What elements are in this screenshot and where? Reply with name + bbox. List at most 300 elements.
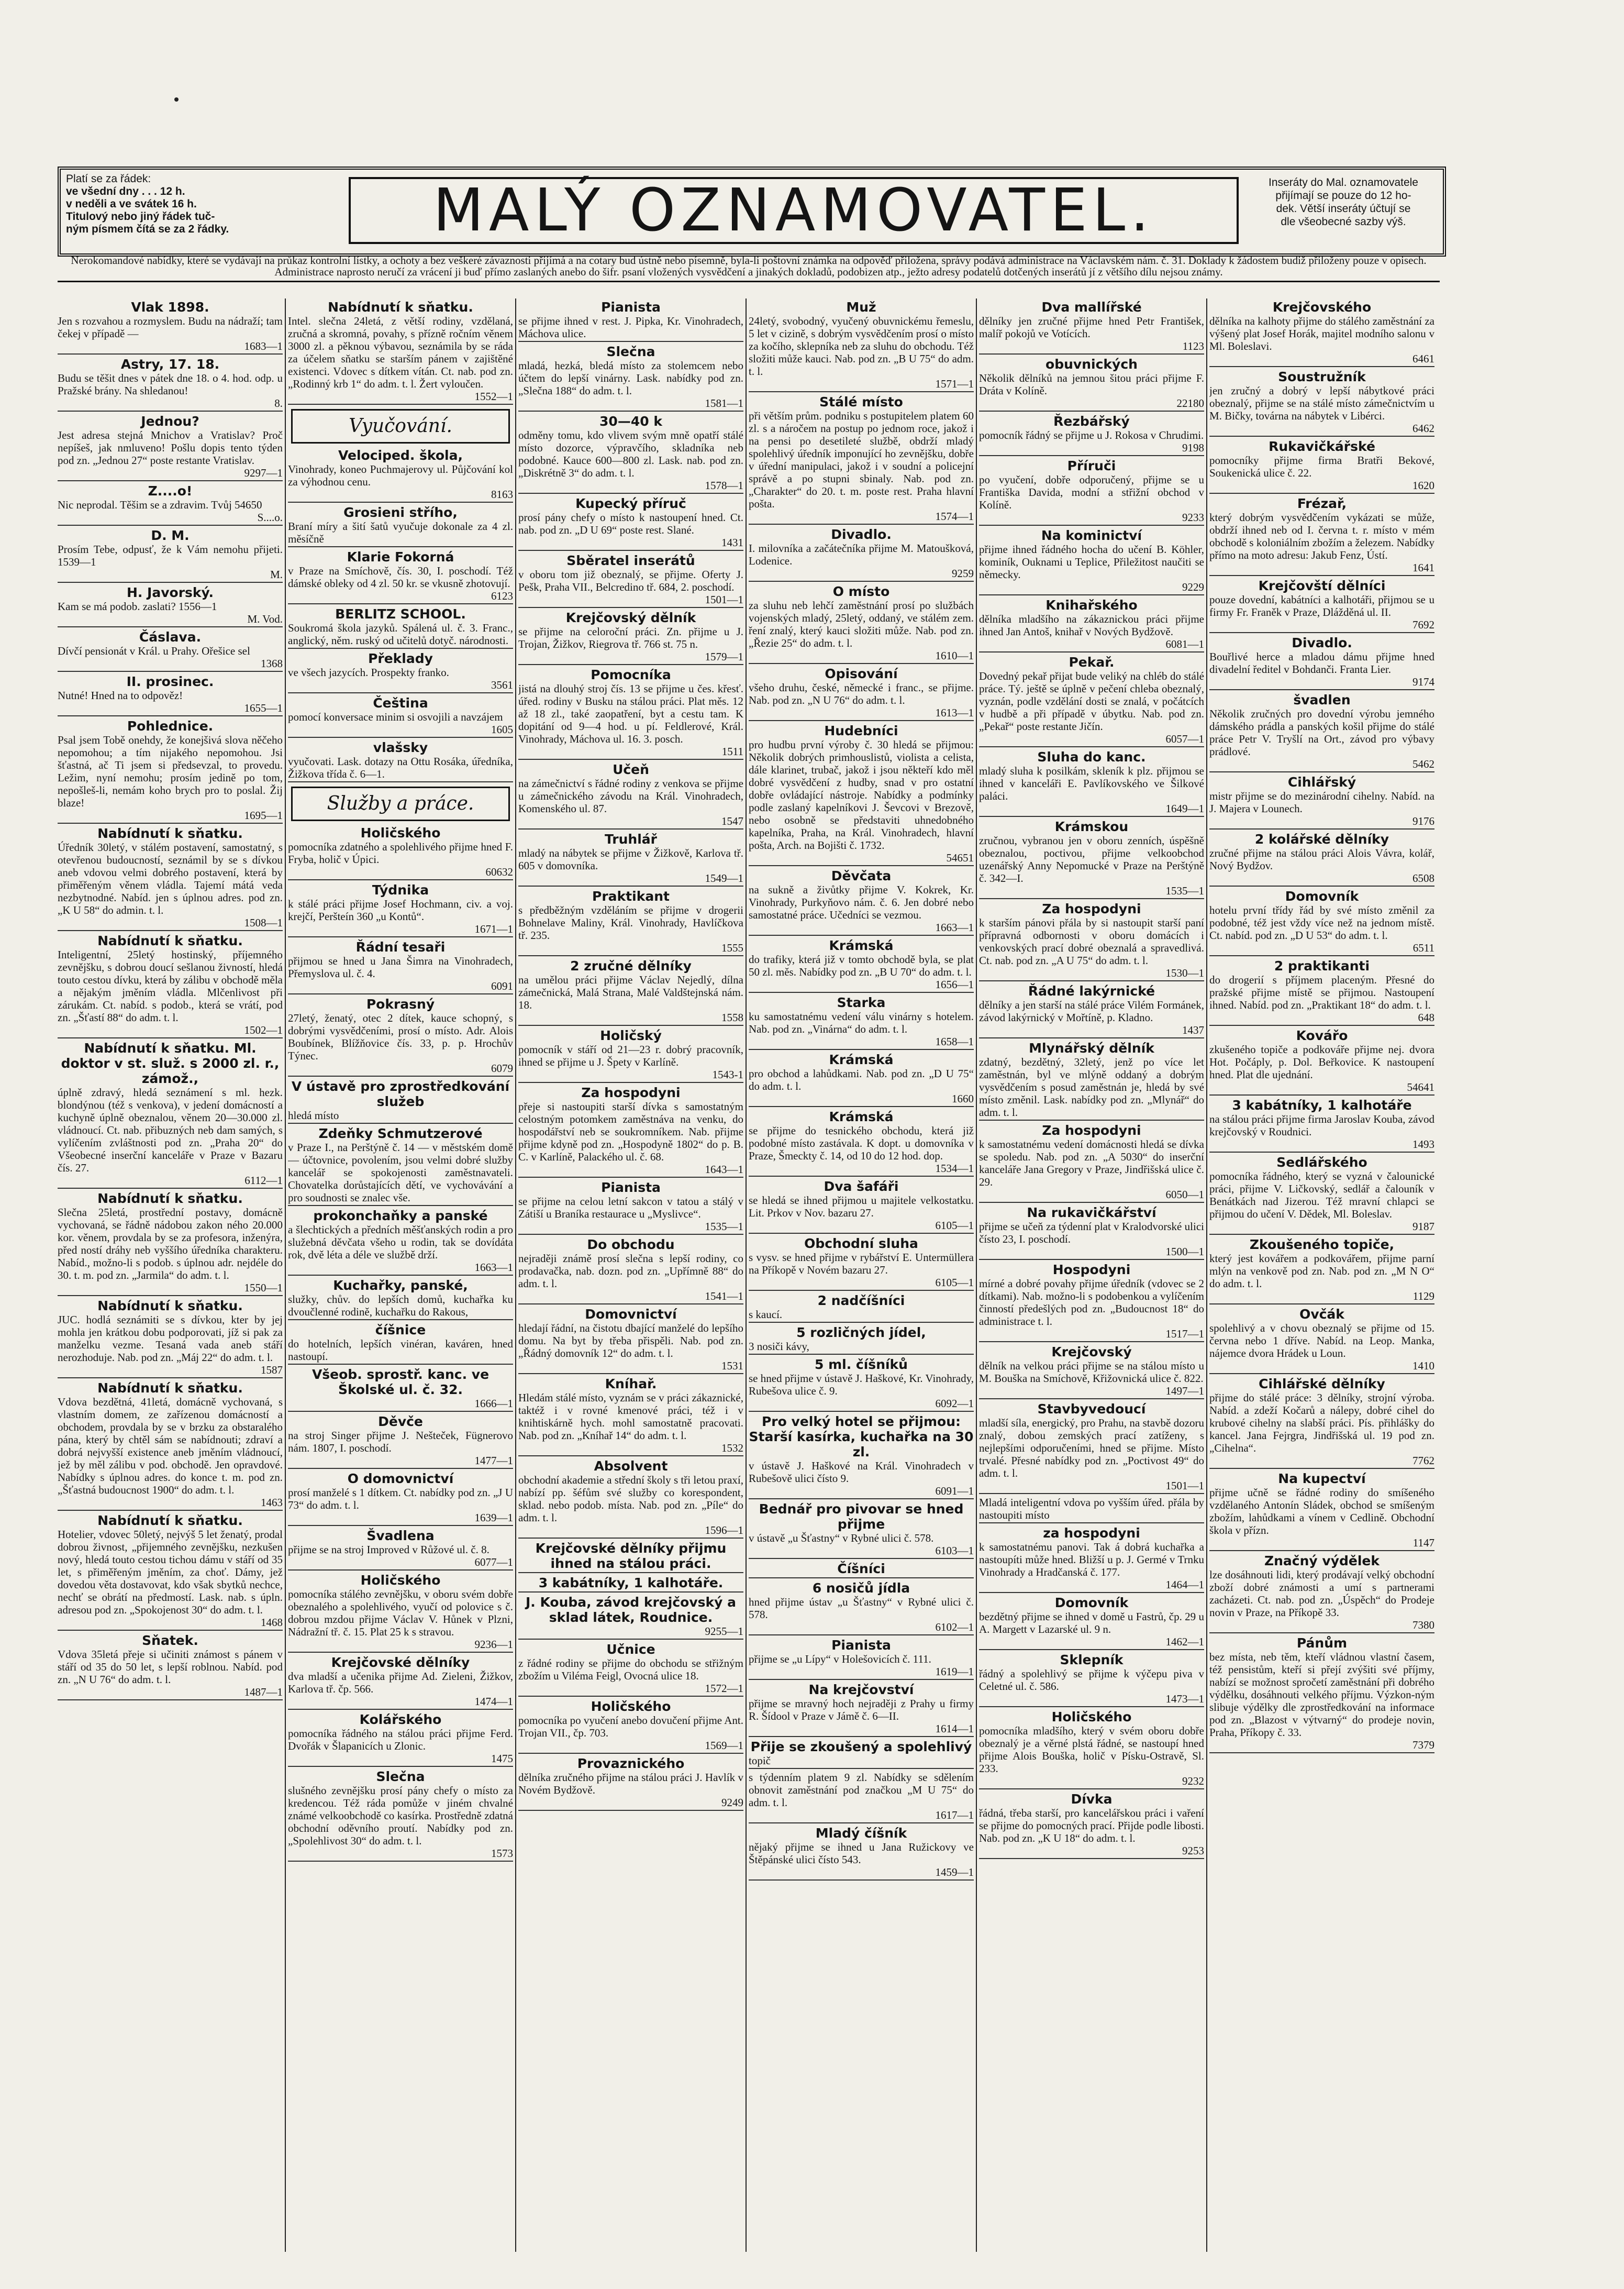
classified-ad bbox=[1209, 496, 1434, 576]
classified-ad bbox=[288, 695, 513, 738]
ad-text: pomocníka stálého zevnějšku, v oboru svém dobře obeznalého a spolehlivého, vyučí od polovice s č. dobrou mzdou přijme Václav V. Hůnek v Plzni, Nádražní tř. č. 15. Plat 25 k s stravou. bbox=[288, 1588, 513, 1638]
classified-ad bbox=[979, 300, 1204, 355]
ad-text: na stálou práci přijme firma Jaroslav Kouba, závod krejčovský v Roudnici. bbox=[1209, 1113, 1434, 1138]
classified-ad bbox=[979, 414, 1204, 456]
ad-text: jistá na dlouhý stroj čís. 13 se přijme u čes. křesť. úřed. rodiny v Busku na stálou práci. Plat měs. 12 až 18 zl., také zaopatření, byt a cestu tam. K dopitání od 9—4 hod. u pí. Feldlerové, Král. Vinohrady, Máchova ul. 16. 3. posch. bbox=[518, 682, 743, 745]
classified-ad bbox=[749, 938, 974, 993]
classified-ad bbox=[749, 1293, 974, 1323]
classified-ad bbox=[288, 1655, 513, 1710]
ad-heading: Pohlednice. bbox=[127, 718, 214, 734]
ad-reference-number: 1641 bbox=[1209, 561, 1434, 576]
classified-ad bbox=[288, 939, 513, 994]
ad-reference-number bbox=[288, 1318, 513, 1320]
ad-reference-number: 6092—1 bbox=[749, 1397, 974, 1412]
ad-text: dělníky jen zručné přijme hned Petr František, malíř pokojů ve Votících. bbox=[979, 315, 1204, 340]
ad-text: a šlechtických a předních měšťanských rodin a pro služebná děvčata všeho u rodin, tak se dovídáta rok, dvě léta a déle ve službě drží. bbox=[288, 1223, 513, 1261]
rate-line: ve všední dny . . . 12 h. bbox=[66, 185, 185, 197]
ad-text: lze dosáhnouti lidi, který prodávají velký obchodní zboží dobré známosti a umí s partnerami zacházeti. Ct. nab. pod zn. „Úspěch“ do Prodeje novin v Praze, na Příkopě 33. bbox=[1209, 1568, 1434, 1619]
classified-ad bbox=[979, 1262, 1204, 1342]
ad-text: Mladá inteligentní vdova po vyšším úřed. přála by nastoupiti místo bbox=[979, 1496, 1204, 1521]
ad-text: 24letý, svobodný, vyučený obuvnickému řemeslu, 5 let v cizině, s dobrým vysvědčením prosí o místo za kočího, sklepníka neb za sluhu do obchodu. Též složiti může kauci. Nab. pod zn. „B U 75“ do adm. t. l. bbox=[749, 315, 974, 378]
ad-reference-number: 1695—1 bbox=[58, 809, 283, 824]
classified-ad bbox=[288, 1079, 513, 1124]
classified-ad bbox=[518, 1699, 743, 1754]
ad-heading: Dva mallířské bbox=[1041, 300, 1142, 315]
classified-ad bbox=[749, 584, 974, 664]
classified-ad bbox=[518, 1595, 743, 1640]
classified-ad bbox=[518, 496, 743, 551]
info-line: Inseráty do Mal. oznamovatele bbox=[1269, 176, 1418, 189]
ad-heading: Cihlářský bbox=[1287, 775, 1356, 790]
ad-text: za sluhu neb lehčí zaměstnání prosí po službách vojenských mladý, 25letý, oddaný, ve stálém zem. ření znalý, který kauci složiti může. Nab. pod zn. „Řezie 25“ do adm. t. l. bbox=[749, 599, 974, 649]
ad-text: Nic neprodal. Těšim se a zdravim. Tvůj 54650 bbox=[58, 499, 262, 511]
classified-ad bbox=[518, 1180, 743, 1235]
classified-ad bbox=[979, 1205, 1204, 1260]
classified-ad bbox=[58, 826, 283, 931]
ad-reference-number: 1596—1 bbox=[518, 1524, 743, 1539]
classified-ad bbox=[979, 901, 1204, 981]
rate-line: ným písmem čítá se za 2 řádky. bbox=[66, 223, 229, 235]
ad-text: dva mladší a učenika přijme Ad. Zieleni, Žižkov, Karlova tř. čp. 566. bbox=[288, 1670, 513, 1695]
ad-text: v ústavě „u Šťastny“ v Rybné ulici č. 578. bbox=[749, 1532, 934, 1544]
ad-text: Budu se těšit dnes v pátek dne 18. o 4. hod. odp. u Pražské brány. Na shledanou! bbox=[58, 372, 283, 397]
classified-ad bbox=[518, 1642, 743, 1697]
ad-reference-number: 1620 bbox=[1209, 479, 1434, 494]
ad-reference-number: 9232 bbox=[979, 1775, 1204, 1789]
ad-heading: Kolářského bbox=[359, 1712, 442, 1727]
ad-heading: Nabídnutí k sňatku. bbox=[97, 1298, 243, 1313]
ad-reference-number: 1571—1 bbox=[749, 378, 974, 392]
ad-text: se přijme na celou letní sakcon v tatou a stálý v Zátiší u Braníka restaurace u „Myslivce“. bbox=[518, 1195, 743, 1220]
ad-heading: Starka bbox=[837, 995, 886, 1010]
ad-text: k samostatnému vedení domácnosti hledá se dívka se spoledu. Nab. pod zn. „A 5030“ do inserční kanceláře Jana Gregory v Praze, Jindřišská ulice č. 29. bbox=[979, 1138, 1204, 1188]
classified-ad bbox=[979, 1709, 1204, 1789]
ad-heading: Nabídnutí k sňatku. bbox=[97, 826, 243, 841]
ad-text: nejraději známě prosí slečna s lepší rodiny, co prodavačka, nab. dozn. pod zn. „Upřímně 88“ do adm. t. l. bbox=[518, 1252, 743, 1290]
classified-ad bbox=[518, 1085, 743, 1178]
ad-text: bezdětný přijme se ihned v domě u Fastrů, čp. 29 u A. Margett v Lazarské ul. 9 n. bbox=[979, 1610, 1204, 1635]
classified-ad bbox=[58, 1298, 283, 1378]
ad-heading: Kníhař. bbox=[605, 1376, 657, 1391]
classified-ad bbox=[749, 1052, 974, 1107]
ad-reference-number: 6079 bbox=[288, 1062, 513, 1077]
ad-text: s předběžným vzděláním se přijme v drogerii Bohnelave Maliny, Král. Vinohrady, Havlíčkova tř. 235. bbox=[518, 904, 743, 942]
ad-reference-number: 6091 bbox=[288, 980, 513, 994]
ad-heading: Krámskou bbox=[1054, 819, 1129, 834]
ad-text: ve všech jazycích. Prospekty franko. bbox=[288, 666, 449, 679]
ad-reference-number: 1610—1 bbox=[749, 649, 974, 664]
ad-text: přijmou se hned u Jana Šimra na Vinohradech, Přemyslova ul. č. 4. bbox=[288, 955, 513, 980]
ad-heading: Děvče bbox=[378, 1414, 423, 1429]
classified-ad bbox=[979, 598, 1204, 653]
classified-ad bbox=[1209, 775, 1434, 830]
ad-reference-number bbox=[518, 1571, 743, 1573]
ad-heading: Nabídnutí k sňatku. bbox=[328, 300, 473, 315]
ad-text: Vinohrady, koneo Puchmajerovy ul. Půjčování kol za výhodnou cenu. bbox=[288, 463, 513, 488]
classified-ad bbox=[288, 549, 513, 604]
ad-reference-number: 1462—1 bbox=[979, 1635, 1204, 1650]
ad-text: pomocníka řádného na stálou práci přijme Ferd. Dvořák v Šlapanicích u Zlonic. bbox=[288, 1727, 513, 1752]
ad-heading: Domovník bbox=[1054, 1595, 1129, 1610]
ad-text: dělník na velkou práci přijme se na stálou místo u M. Bouška na Smíchově, Křižovnická ulice č. 822. bbox=[979, 1359, 1204, 1385]
ad-reference-number: 6508 bbox=[1209, 872, 1434, 887]
ad-text: s týdenním platem 9 zl. Nabídky se sdělením obnovit zaměstnání pod značkou „M U 75“ do adm. t. l. bbox=[749, 1771, 974, 1809]
ad-heading: 2 nadčíšníci bbox=[817, 1293, 905, 1308]
ad-heading: Krejčovský dělník bbox=[565, 610, 696, 625]
ad-heading: Domovník bbox=[1285, 889, 1359, 904]
ad-reference-number bbox=[288, 1204, 513, 1206]
ad-reference-number bbox=[749, 1353, 974, 1355]
ad-heading: Řádní tesaři bbox=[355, 939, 446, 955]
ad-reference-number: 1573 bbox=[288, 1847, 513, 1862]
inserate-info-box bbox=[1249, 176, 1438, 228]
ad-reference-number: 1368 bbox=[58, 657, 283, 672]
ad-reference-number bbox=[979, 1521, 1204, 1523]
ad-text: jen zručný a dobrý v lepší nábytkové práci obeznalý, přijme se na stálé místo zámečnictvím u M. Bičky, továrna na nábytek v Libérci. bbox=[1209, 384, 1434, 422]
classified-ad bbox=[518, 1756, 743, 1811]
column-rule bbox=[515, 298, 516, 2252]
ad-text: topič bbox=[749, 1754, 771, 1767]
classified-ad bbox=[288, 1414, 513, 1469]
ad-reference-number: 1534—1 bbox=[749, 1162, 974, 1177]
ad-reference-number: 1532 bbox=[518, 1442, 743, 1456]
ad-reference-number: 3561 bbox=[288, 679, 513, 693]
ad-heading: Pomocníka bbox=[591, 667, 671, 682]
ad-reference-number: 9297—1 bbox=[58, 467, 283, 481]
classified-ad bbox=[58, 1041, 283, 1189]
ad-reference-number: 1517—1 bbox=[979, 1328, 1204, 1342]
ad-heading: Sluha do kanc. bbox=[1037, 749, 1146, 765]
ad-reference-number: 1555 bbox=[518, 942, 743, 956]
ad-reference-number: 6112—1 bbox=[58, 1174, 283, 1189]
ad-heading: Nabídnutí k sňatku. bbox=[97, 1380, 243, 1396]
ad-reference-number bbox=[749, 1321, 974, 1323]
classified-ad bbox=[749, 1109, 974, 1177]
classified-ad bbox=[518, 1575, 743, 1593]
ad-text: se hledá se ihned přijmou u majitele velkostatku. Lit. Prkov v Nov. bazaru 27. bbox=[749, 1194, 974, 1219]
ad-text: mladý sluha k posilkám, skleník k plz. přijmou se ihned v kanceláři E. Pavlíkovského ve Šilkové paláci. bbox=[979, 765, 1204, 802]
ad-reference-number: 9236—1 bbox=[288, 1638, 513, 1653]
ad-text: přijme se učeň za týdenní plat v Kralodvorské ulici čísto 23, I. poschodí. bbox=[979, 1220, 1204, 1245]
section-heading: Vyučování. bbox=[291, 409, 510, 444]
classified-ad bbox=[518, 667, 743, 760]
ad-text: Několik zručných pro dovední výrobu jemného dámského prádla a panských košil přijme do stálé práce Petr V. Tryšlí na Ort., závod pro výbavy prádlové. bbox=[1209, 707, 1434, 758]
ad-reference-number bbox=[518, 1590, 743, 1593]
classified-ad bbox=[58, 585, 283, 627]
ad-reference-number bbox=[288, 1122, 513, 1124]
ad-heading: Krámská bbox=[829, 938, 894, 953]
ad-text: spolehlivý a v chovu obeznalý se přijme od 15. června nebo 1 dříve. Nabíd. na Leop. Manka, nájemce dvora Hrádek u Loun. bbox=[1209, 1322, 1434, 1359]
rate-line: Platí se za řádek: bbox=[66, 173, 151, 185]
classified-ad bbox=[288, 882, 513, 937]
ad-text: Inteligentní, 25letý hostinský, příjemného zevnějšku, s dobrou doucí sešlanou živností, hledá touto cestou dívku, která by zálibu v obchodě měla a nějakým jměním vládla. Mlčenlivost při zárukám. Ct. nabíd. s podob., která se vrátí, pod zn. „Šťastí 88“ do adm. t. l. bbox=[58, 948, 283, 1024]
classified-ad bbox=[288, 300, 513, 405]
ad-heading: Nabídnutí k sňatku. bbox=[97, 1513, 243, 1528]
ad-reference-number: 1473—1 bbox=[979, 1693, 1204, 1707]
ad-reference-number: 1587 bbox=[58, 1364, 283, 1378]
ad-heading: Slečna bbox=[376, 1769, 425, 1784]
ad-reference-number: 1508—1 bbox=[58, 916, 283, 931]
ad-heading: 3 kabátníky, 1 kalhotáře. bbox=[538, 1575, 724, 1590]
ad-text: s vysv. se hned přijme v rybářství E. Untermüllera na Příkopě v Novém bazaru 27. bbox=[749, 1251, 974, 1276]
ad-text: obchodní akademie a střední školy s tři letou praxí, nabízí pp. šéfům své služby co korespondent, sklad. nebo podob. místa. Nab. pod zn. „Píle“ do adm. t. l. bbox=[518, 1474, 743, 1524]
classified-ad bbox=[749, 1739, 974, 1769]
column-rule bbox=[1206, 298, 1207, 2252]
ad-heading: Na krejčovství bbox=[808, 1682, 914, 1697]
ad-column bbox=[288, 298, 513, 2252]
ad-text: 27letý, ženatý, otec 2 dítek, kauce schopný, s dobrými vysvědčeními, prosí o místo. Adr. Alois Boubínek, Blížňovice čís. 33, p. p. Hrochův Týnec. bbox=[288, 1012, 513, 1062]
ad-text: Dívčí pensionát v Král. u Prahy. Ořešice sel bbox=[58, 645, 250, 657]
ad-heading: Frézař, bbox=[1297, 496, 1347, 511]
ad-heading: Nabídnutí k sňatku. bbox=[97, 1191, 243, 1206]
ad-text: mistr přijme se do mezinárodní cihelny. Nabíd. na J. Majera v Lounech. bbox=[1209, 790, 1434, 815]
ad-column bbox=[979, 298, 1204, 2252]
ad-reference-number: 8. bbox=[58, 397, 283, 412]
ad-heading: Za hospodyni bbox=[581, 1085, 681, 1100]
ad-text: Jen s rozvahou a rozmyslem. Budu na nádraží; tam čekej v případě — bbox=[58, 315, 283, 340]
ad-reference-number: 1619—1 bbox=[749, 1665, 974, 1680]
classified-ad bbox=[1209, 1635, 1434, 1753]
ad-reference-number bbox=[749, 1767, 974, 1769]
ad-text: při větším prům. podniku s postupitelem platem 60 zl. s a náročem na postup po jednom roce, jakož i na pensi po desetileté službě, obdrží mladý spolehlivý úředník imponující ho zevnějšku, dobře v úřední manipulaci, jakož i v soudní a policejní správě a po stupni sbinaly. Nab. pod zn. „Charakter“ do 20. t. m. poste rest. Praha hlavní pošta. bbox=[749, 410, 974, 510]
ad-reference-number: 6123 bbox=[288, 590, 513, 604]
ad-text: slušného zevnějšku prosí pány chefy o místo za kredencou. Též ráda pomůže v jiném chvalné známé velkoobchodě co kasírka. Prostředně zdatná obchodní oděvního proutí. Nabídky pod zn. „Spolehlivost 30“ do adm. t. l. bbox=[288, 1784, 513, 1847]
ad-heading: Holičského bbox=[1051, 1709, 1132, 1724]
ad-reference-number: 1683—1 bbox=[58, 340, 283, 355]
ad-reference-number bbox=[518, 340, 743, 342]
classified-ad bbox=[979, 749, 1204, 817]
ad-heading: Stálé místo bbox=[819, 394, 903, 410]
classified-ad bbox=[1209, 889, 1434, 956]
column-rule bbox=[285, 298, 286, 2252]
ad-reference-number: 1605 bbox=[288, 723, 513, 738]
administration-notice: Nerokomandové nabídky, které se vydávají na průkaz kontrolní lístky, a ochoty a bez veškeré závaznosti přijímá a na cotary bud ústně nebo písemně, byla-li poštovní známka na odpověď přiložena, správy podává administrace na Václavském nám. č. 31. Doklady k žádostem budiž přiloženy pouze v opisech. Administrace naprosto neručí za vrácení ji buď přímo zaslaných anebo do šifr. psaní vložených vysvědčení a jinakých dokladů, podobizen atp., ježto adresy podatelů dotčených inserátů jí z většího dílu nejsou známy. bbox=[58, 255, 1440, 282]
ad-column bbox=[749, 298, 974, 2252]
classified-ad bbox=[749, 394, 974, 525]
ad-heading: za hospodyni bbox=[1043, 1525, 1140, 1541]
ad-text: se přijme ihned v rest. J. Pipka, Kr. Vinohradech, Máchova ulice. bbox=[518, 315, 743, 340]
ad-text: na sukně a živůtky přijme V. Kokrek, Kr. Vinohrady, Purkyňovo nám. č. 6. Jen dobré nebo samostatné práce. Učedníci se vezmou. bbox=[749, 883, 974, 921]
ad-text: k samostatnému panovi. Tak á dobrá kuchařka a nastoupíti může hned. Bližší u p. J. Germé v Trnku Vinohrady a Hradčanská č. 177. bbox=[979, 1541, 1204, 1578]
ad-text: se přijme na celoroční práci. Zn. přijme u J. Trojan, Žižkov, Riegrova tř. 766 st. 75 n. bbox=[518, 625, 743, 650]
ad-reference-number: S....o. bbox=[58, 511, 283, 526]
ad-heading: Soustružník bbox=[1278, 369, 1366, 384]
ad-heading: D. M. bbox=[151, 528, 190, 543]
ad-text: mladý na nábytek se přijme v Žižkově, Karlova tř. 605 v domovníka. bbox=[518, 847, 743, 872]
classified-ad bbox=[518, 1458, 743, 1539]
ad-reference-number: 1550—1 bbox=[58, 1281, 283, 1296]
ad-text: pomocníka zdatného a spolehlivého přijme hned F. Fryba, holič v Úpici. bbox=[288, 841, 513, 866]
ad-text: Jest adresa stejná Mnichov a Vratislav? Proč nepíšeš, jak nmluveno! Pošlu dopis tento týden pod zn. „Jednou 27“ poste restante Vratislav. bbox=[58, 429, 283, 467]
ad-heading: 3 kabátníky, 1 kalhotáře bbox=[1232, 1098, 1412, 1113]
ad-heading: Divadlo. bbox=[1292, 635, 1352, 650]
ad-reference-number: 1658—1 bbox=[749, 1035, 974, 1050]
classified-ad bbox=[979, 1525, 1204, 1593]
ad-heading: Mlynářský dělník bbox=[1029, 1041, 1154, 1056]
ad-reference-number: 1574—1 bbox=[749, 510, 974, 525]
ad-heading: Absolvent bbox=[594, 1458, 668, 1474]
ad-text: zdatný, bezdětný, 32letý, jenž po více let zaměstnán, byl ve mlýně oddaný a dobrým vysvědčením s posud zaměstnán je, hledá by své místo změnil. Lask. nabídky pod zn. „Mlynář“ do adm. t. l. bbox=[979, 1056, 1204, 1119]
ad-reference-number: 6091—1 bbox=[749, 1485, 974, 1499]
rate-line: v neděli a ve svátek 16 h. bbox=[66, 198, 197, 210]
classified-ad bbox=[979, 528, 1204, 595]
ad-heading: Hudebníci bbox=[824, 723, 898, 738]
classified-ad bbox=[518, 889, 743, 956]
ad-text: do trafiky, která již v tomto obchodě byla, se plat 50 zl. měs. Nabídky pod zn. „B U 70“ do adm. t. l. bbox=[749, 953, 974, 978]
ad-heading: Týdnika bbox=[372, 882, 429, 898]
ad-reference-number: 1147 bbox=[1209, 1536, 1434, 1551]
ad-text: s kaucí. bbox=[749, 1308, 783, 1321]
classified-ad bbox=[518, 1307, 743, 1374]
ad-heading: Za hospodyni bbox=[1042, 1123, 1141, 1138]
classified-ad bbox=[1209, 1553, 1434, 1633]
ad-text: odměny tomu, kdo vlivem svým mně opatří stálé místo dozorce, výpravčího, skladníka neb podobné. Kauce 600—800 zl. Lask. nab. pod zn. „Diskrétně 3“ do adm. t. l. bbox=[518, 429, 743, 479]
ad-heading: Švadlena bbox=[366, 1528, 435, 1543]
ad-text: v Praze na Smíchově, čís. 30, I. poschodí. Též dámské obleky od 4 zl. 50 kr. se vkusně zhotovují. bbox=[288, 565, 513, 590]
ad-heading: Zkoušeného topiče, bbox=[1249, 1237, 1395, 1252]
classified-ad bbox=[58, 414, 283, 481]
ad-heading: prokonchaňky a panské bbox=[313, 1208, 488, 1223]
ad-text: mírné a dobré povahy přijme úředník (vdovec se 2 dítkami). Nab. možno-li s podobenkou a vylíčením činností předešlých pod zn. „Budoucnost 18“ do administrace t. l. bbox=[979, 1277, 1204, 1328]
ad-heading: Sedlářského bbox=[1276, 1155, 1367, 1170]
ad-text: úplně zdravý, hledá seznámení s ml. hezk. blondýnou (též s venkova), v jedení domácností a kuchyně úplně obeznalou, věnem 20—30.000 zl. vládnoucí. Ct. nab. přibuzných neb dam samých, s vylíčením zvláštnosti pod zn. „Praha 20“ do Všeobecné inserční kanceláře v Praze v Bazaru čís. 27. bbox=[58, 1086, 283, 1174]
ad-heading: Kovářo bbox=[1296, 1028, 1348, 1043]
ad-text: pomocníky přijme firma Bratři Bekové, Soukenická ulice č. 22. bbox=[1209, 454, 1434, 479]
classified-ad bbox=[1209, 1307, 1434, 1374]
ad-heading: Klarie Fokorná bbox=[347, 549, 454, 565]
ad-reference-number: 1578—1 bbox=[518, 479, 743, 494]
ad-heading: 30—40 k bbox=[599, 414, 662, 429]
classified-ad bbox=[1209, 692, 1434, 772]
ad-reference-number: 1569—1 bbox=[518, 1739, 743, 1754]
ad-text: přijme učně se řádné rodiny do smíšeného vzdělaného Antonín Sládek, obchod se smíšeným zbožím, lahůdkami a vínem v Cedlině. Obchodní škola v přízn. bbox=[1209, 1486, 1434, 1536]
classified-ad bbox=[518, 414, 743, 494]
classified-ad bbox=[979, 819, 1204, 899]
ad-heading: Truhlář bbox=[605, 832, 657, 847]
classified-ad bbox=[58, 1633, 283, 1700]
classified-ad bbox=[288, 1126, 513, 1206]
ad-heading: Zdeňky Schmutzerové bbox=[318, 1126, 483, 1141]
ad-reference-number: 9229 bbox=[979, 581, 1204, 595]
ad-heading: Na kupectví bbox=[1278, 1471, 1366, 1486]
ad-text: služky, chův. do lepších domů, kuchařka ku dvoučlenné rodině, kuchařku do Rakous, bbox=[288, 1293, 513, 1318]
classified-ad bbox=[288, 651, 513, 693]
ad-text: Úředník 30letý, v stálém postavení, samostatný, s otevřenou budoucností, seznámil by se s dívkou aneb vdovou velmi dobrého postavení, která by přiměřeným věnem vládla. Tajemí mátá veda nezbytnodné. Nabíd. jen s úplnou adres. pod zn. „K U 58“ do admin. t. l. bbox=[58, 841, 283, 916]
ad-text: Prosím Tebe, odpusť, že k Vám nemohu přijeti. 1539—1 bbox=[58, 543, 283, 568]
classified-ad bbox=[979, 1496, 1204, 1523]
ad-heading: Pánům bbox=[1296, 1635, 1348, 1651]
ad-reference-number: 1501—1 bbox=[979, 1479, 1204, 1494]
ad-heading: Z....o! bbox=[148, 483, 193, 499]
ad-heading: obuvnických bbox=[1045, 357, 1138, 372]
ad-reference-number: 1437 bbox=[979, 1024, 1204, 1038]
ad-column bbox=[58, 298, 283, 2252]
ad-reference-number: 60632 bbox=[288, 866, 513, 880]
classified-ad bbox=[979, 1344, 1204, 1399]
ad-reference-number: 1656—1 bbox=[749, 978, 974, 993]
ad-heading: Pianista bbox=[831, 1638, 891, 1653]
ad-heading: Příruči bbox=[1067, 458, 1116, 473]
ad-heading: O místo bbox=[832, 584, 890, 599]
ad-heading: Kuchařky, panské, bbox=[333, 1278, 468, 1293]
ad-text: ku samostatnému vedení válu vinárny s hotelem. Nab. pod zn. „Vinárna“ do adm. t. l. bbox=[749, 1010, 974, 1035]
ad-text: dělníka zručného přijme na stálou práci J. Havlík v Novém Bydžově. bbox=[518, 1771, 743, 1796]
ad-reference-number: 1129 bbox=[1209, 1290, 1434, 1304]
ad-text: v Praze I., na Perštýně č. 14 — v městském domě — účtovnice, povolením, jsou velmi dobré služby kancelář se spokojenosti zaměstnavateli. Chovatelka dorůstajících dětí, ve vychovávání a pro soudnosti se znalec vše. bbox=[288, 1141, 513, 1204]
ad-reference-number: 7692 bbox=[1209, 618, 1434, 633]
ad-text: bez místa, neb těm, kteří vládnou vlastní časem, též pensistům, kteří si přejí zvýšiti své příjmy, nabízí se možnost spročetí zaměstnání při dobrého výdělku, dosáhnouti velkého příjmu. Výzkon-ným slibuje výdělky dle zprostředkování na informace pod zn. „Blazost v výtvarný“ do prodeje novin, Praha, Příkopy č. 33. bbox=[1209, 1651, 1434, 1739]
ad-heading: vlašsky bbox=[373, 740, 428, 755]
ad-text: k starším pánovi přála by si nastoupit starší paní přípravná odbornosti v oboru domácích i venkovských prací dobré obeznalá a spravedlivá. Ct. nab. pod zn. „A U 75“ do adm. t. l. bbox=[979, 916, 1204, 967]
ad-text: I. milovníka a začátečníka přijme M. Matoušková, Lodenice. bbox=[749, 542, 974, 567]
ad-heading: Krejčovského bbox=[1272, 300, 1372, 315]
ad-text: hned přijme ústav „u Šťastny“ v Rybné ulici č. 578. bbox=[749, 1596, 974, 1621]
ad-reference-number: 1660 bbox=[749, 1092, 974, 1107]
ad-text: do hotelních, lepších vinéran, kaváren, hned nastoupí. bbox=[288, 1337, 513, 1363]
rate-line: Titulový nebo jiný řádek tuč- bbox=[66, 211, 215, 223]
ad-text: Slečna 25letá, prostřední postavy, domácně vychovaná, se řádně nádobou zakon ného 20.000 kor. věnem, provdala by se za profesora, inženýra, před ností dráhy neb vyššího úředníka charakteru. Nabíd., možno-li s podob. s úplnou adr. nejdéle do 30. t. m. pod zn. „Jarmila“ do adm. t. l. bbox=[58, 1206, 283, 1281]
classified-ad bbox=[749, 995, 974, 1050]
ad-reference-number: 6077—1 bbox=[288, 1556, 513, 1571]
ad-text: zručnou, vybranou jen v oboru zenních, úspěšně obeznalou, poctivou, přijme velkoobchod uzenářský Anny Nepomucké v Praze na Perštýně č. 342—I. bbox=[979, 834, 1204, 884]
ad-reference-number: 6105—1 bbox=[749, 1276, 974, 1291]
ad-heading: Čeština bbox=[373, 695, 428, 711]
ad-reference-number: 1535—1 bbox=[518, 1220, 743, 1235]
ad-heading: Pokrasný bbox=[366, 997, 435, 1012]
ad-text: Hledám stálé místo, vyznám se v práci zákaznické, taktéž i v rovné kmenové práci, též i v knihtiskárně hych. mohl samostatně pracovati. Nab. pod zn. „Kníhař 14“ do adm. t. l. bbox=[518, 1391, 743, 1442]
classified-ad bbox=[288, 448, 513, 503]
ad-heading: Bednář pro pivovar se hned přijme bbox=[759, 1501, 964, 1532]
ad-reference-number: 1463 bbox=[58, 1496, 283, 1511]
ad-text: řádná, třeba starší, pro kancelářskou práci i vaření se přijme do pomocných prací. Přijde podle libosti. Nab. pod zn. „K U 18“ do adm. t. l. bbox=[979, 1807, 1204, 1844]
ad-reference-number: 1530—1 bbox=[979, 967, 1204, 981]
ad-heading: Učeň bbox=[613, 762, 649, 777]
ad-heading: Kupecký příruč bbox=[575, 496, 686, 511]
classified-ad bbox=[749, 527, 974, 582]
ad-reference-number: 1579—1 bbox=[518, 650, 743, 665]
classified-ad bbox=[979, 458, 1204, 526]
ad-reference-number: 1464—1 bbox=[979, 1578, 1204, 1593]
ad-heading: 6 nosičů jídla bbox=[812, 1580, 910, 1596]
classified-ad bbox=[979, 1792, 1204, 1859]
ad-heading: Sňatek. bbox=[142, 1633, 198, 1648]
ad-reference-number: 6462 bbox=[1209, 422, 1434, 437]
info-line: přijímají se pouze do 12 ho- bbox=[1275, 190, 1411, 202]
ad-heading: Nabídnutí k sňatku. Ml. doktor v st. služ. s 2000 zl. r., zámož., bbox=[61, 1041, 280, 1086]
ad-text: Braní míry a šití šatů vyučuje dokonale za 4 zl. měsíčně bbox=[288, 520, 513, 545]
ad-heading: 2 zručné dělníky bbox=[570, 958, 692, 974]
ad-heading: Na rukavičkářství bbox=[1027, 1205, 1156, 1220]
ad-reference-number: 6050—1 bbox=[979, 1188, 1204, 1203]
ad-heading: Krejčovské dělníky přijmu ihned na stálou práci. bbox=[535, 1541, 727, 1571]
ad-heading: Krejčovský bbox=[1051, 1344, 1132, 1359]
ad-reference-number bbox=[288, 780, 513, 782]
classified-ad bbox=[288, 505, 513, 547]
ad-heading: Dívka bbox=[1071, 1792, 1113, 1807]
classified-ad bbox=[749, 723, 974, 866]
classified-ad bbox=[288, 1528, 513, 1571]
ad-heading: Pekař. bbox=[1069, 655, 1115, 670]
ad-heading: Pianista bbox=[601, 300, 661, 315]
ad-text: hledají řádní, na čistotu dbající manželé do lepšího domu. Na byt by třeba přispěli. Nab. pod zn. „Řádný domovník 12“ do adm. t. l. bbox=[518, 1322, 743, 1359]
ad-reference-number: 9198 bbox=[979, 441, 1204, 456]
ad-heading: Řezbářský bbox=[1053, 414, 1130, 429]
classified-ad bbox=[518, 1237, 743, 1304]
ad-text: pomocníka mladšího, který v svém oboru dobře obeznalý je a věrné plstá řádné, se nastoupí hned přijme Alois Bouška, holič v Písku-Ostravě, Sl. 233. bbox=[979, 1724, 1204, 1775]
ad-reference-number: 1541—1 bbox=[518, 1290, 743, 1304]
ad-text: pomocník řádný se přijme u J. Rokosa v Chrudimi. bbox=[979, 429, 1204, 441]
ad-text: pouze dovední, kabátníci a kalhotáři, přijmou se u firmy Fr. Franěk v Praze, Dlážděná ul. II. bbox=[1209, 593, 1434, 618]
